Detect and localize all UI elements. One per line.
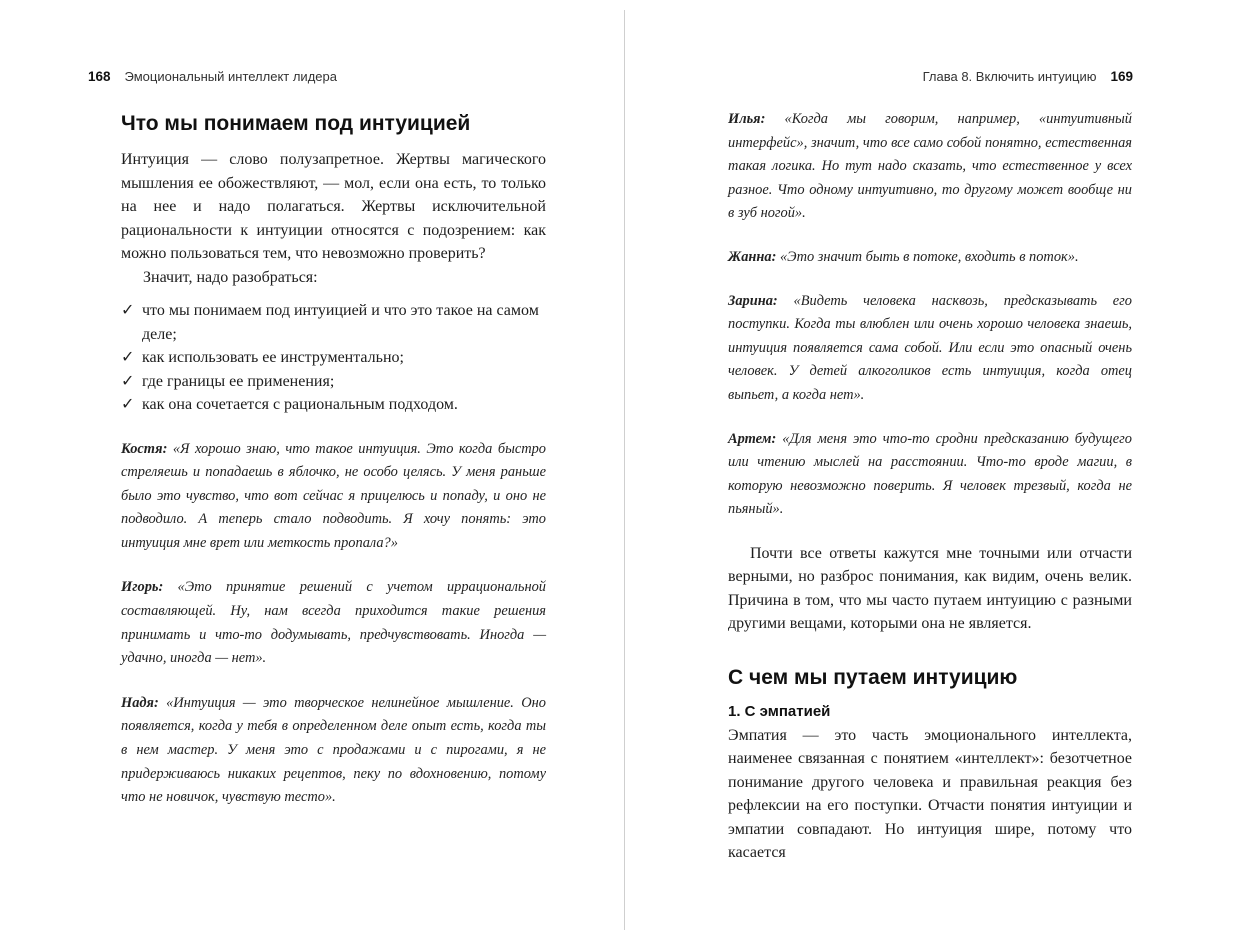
right-heading: С чем мы путаем интуицию xyxy=(728,665,1018,689)
left-heading: Что мы понимаем под интуицией xyxy=(121,112,471,135)
quote-speaker: Игорь: xyxy=(121,579,164,596)
intro-paragraph: Интуиция — слово полузапретное. Жертвы магического мышления ее обожествляют, — мол, если она есть, то только на нее и надо полагаться. Жертвы исключительной рациональности к интуиции относятся с подозрением: как можно пользоваться тем, что невозможно проверить? xyxy=(121,151,546,262)
quote-speaker: Надя: xyxy=(121,694,159,711)
checkmark-icon: ✓ xyxy=(121,349,135,366)
quote-zhanna xyxy=(728,246,1132,270)
quote-speaker: Артем: xyxy=(728,430,777,447)
checkmark-icon: ✓ xyxy=(121,302,135,319)
right-text-block xyxy=(728,108,1132,865)
quote-igor xyxy=(121,576,546,670)
checklist-item: ✓ как она сочетается с рациональным подходом. xyxy=(121,393,546,417)
quote-text: «Я хорошо знаю, что такое интуиция. Это когда быстро стреляешь и попадаешь в яблочко, не особо целясь. У меня раньше было это чувство, что вот сейчас я прицелюсь и попаду, и оно не подводило. А теперь стало подводить. Я хочу понять: это интуиция мне врет или меткость пропала?» xyxy=(121,440,546,551)
summary-paragraph: Почти все ответы кажутся мне точными или отчасти верными, но разброс понимания, как видим, очень велик. Причина в том, что мы часто путаем интуицию с разными другими вещами, которыми она не является. xyxy=(728,544,1132,633)
left-page-number: 168 xyxy=(88,69,111,84)
checklist-item: ✓ как использовать ее инструментально; xyxy=(121,346,546,370)
quote-speaker: Жанна: xyxy=(728,248,777,265)
checklist-item: ✓ что мы понимаем под интуицией и что это такое на самом деле; xyxy=(121,299,546,346)
quote-speaker: Илья: xyxy=(728,111,766,127)
checklist-item: ✓ где границы ее применения; xyxy=(121,370,546,394)
right-running-head xyxy=(923,69,1133,84)
right-running-title: Глава 8. Включить интуицию xyxy=(922,69,1097,84)
quote-text: «Для меня это что-то сродни предсказанию будущего или чтению мыслей на расстоянии. Что-то вроде магии, в которую невозможно поверить. Я человек трезвый, когда не пьяный». xyxy=(728,430,1132,518)
left-running-head xyxy=(88,69,337,84)
empathy-paragraph: Эмпатия — это часть эмоционального интеллекта, наименее связанная с понятием «интеллект»: безотчетное понимание другого человека и правильная реакция без рефлексии на его поступки. Отчасти понятия интуиции и эмпатии совпадают. Но интуиция шире, потому что касается xyxy=(728,726,1132,862)
quote-zarina xyxy=(728,290,1132,408)
right-page xyxy=(625,0,1250,940)
quote-kostya xyxy=(121,438,546,556)
quote-text: «Это значит быть в потоке, входить в поток». xyxy=(779,248,1079,265)
quote-speaker: Зарина: xyxy=(728,292,778,309)
quote-text: «Интуиция — это творческое нелинейное мышление. Оно появляется, когда у тебя в определенном деле опыт есть, когда ты в нем мастер. У меня это с продажами и с пирогами, я не придерживаюсь никаких рецептов, пеку по вдохновению, потому что не новичок, чувствую тесто». xyxy=(121,694,546,806)
subheading-empathy: 1. С эмпатией xyxy=(728,702,831,720)
left-running-title: Эмоциональный интеллект лидера xyxy=(124,69,337,84)
checkmark-icon: ✓ xyxy=(121,372,135,390)
quote-ilya xyxy=(728,108,1132,226)
quote-text: «Это принятие решений с учетом иррациональной составляющей. Ну, нам всегда приходится такие решения принимать и что-то додумывать, предчувствовать. Иногда — удачно, иногда — нет». xyxy=(121,579,546,667)
checkmark-icon: ✓ xyxy=(121,396,135,413)
quote-artem xyxy=(728,428,1132,522)
quote-nadya xyxy=(121,692,546,810)
quote-text: «Когда мы говорим, например, «интуитивный интерфейс», значит, что все само собой понятно, естественная такая логика. Но тут надо сказать, что естественное у всех разное. Что одному интуитивно, то другому может вообще ни в зуб ногой». xyxy=(728,111,1132,222)
checklist xyxy=(121,299,546,417)
left-page xyxy=(0,0,624,940)
right-page-number: 169 xyxy=(1110,69,1133,84)
left-text-block xyxy=(121,108,546,810)
quote-speaker: Костя: xyxy=(121,440,168,457)
quote-text: «Видеть человека насквозь, предсказывать его поступки. Когда ты влюблен или очень хорошо человека знаешь, интуиция появляется сама собой. Или если это опасный очень человек. У детей алкоголиков есть интуиция, когда отец выпьет, а когда нет». xyxy=(728,292,1132,403)
second-paragraph: Значит, надо разобраться: xyxy=(143,268,318,286)
